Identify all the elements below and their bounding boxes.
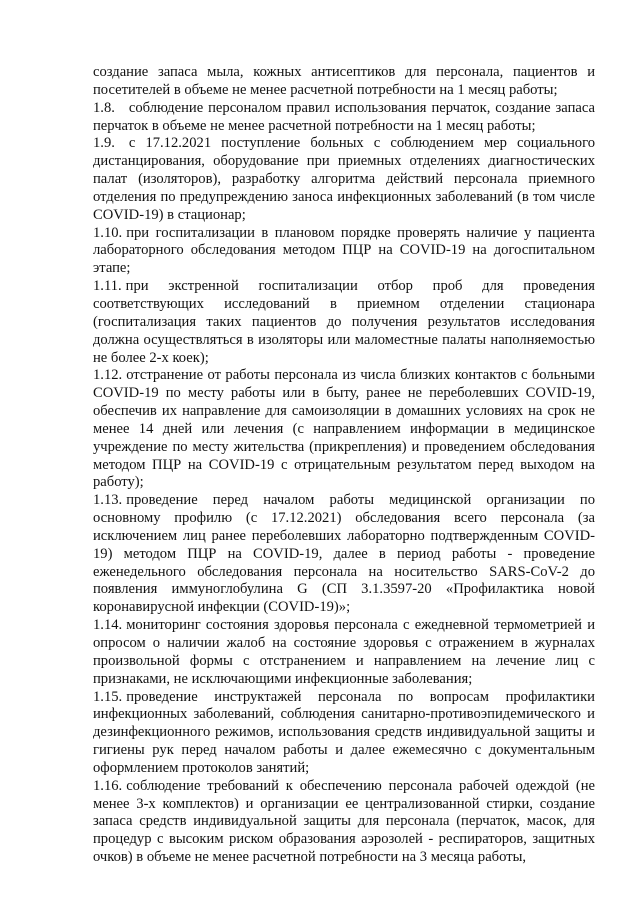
paragraph-text: соблюдение требований к обеспечению персонала рабочей одеждой (не менее 3-х комплектов) и организации ее централизованной стирки, создание запаса средств индивидуальной защиты для персонала (перчаток, масок, для процедур с высоким риском образования аэрозолей - респираторов, защитных очков) в объеме не менее расчетной потребности на 3 месяца работы, (93, 777, 595, 866)
paragraph-number: 1.12. (93, 367, 123, 384)
document-page (93, 64, 595, 867)
paragraph-1-10 (93, 225, 595, 279)
paragraph-number: 1.9. (93, 135, 115, 152)
paragraph-continuation (93, 64, 595, 100)
paragraph-1-13 (93, 492, 595, 617)
paragraph-number: 1.11. (93, 278, 122, 295)
paragraph-1-8 (93, 100, 595, 136)
paragraph-text: при экстренной госпитализации отбор проб для проведения соответствующих исследований в приемном отделении стационара (госпитализация таких пациентов до получения результатов исследования должна осуществляться в изоляторы или маломестные палаты наполняемостью не более 2-х коек); (93, 278, 595, 366)
paragraph-1-15 (93, 689, 595, 778)
paragraph-text: создание запаса мыла, кожных антисептиков для персонала, пациентов и посетителей в объеме не менее расчетной потребности на 1 месяц работы; (93, 64, 595, 98)
paragraph-number: 1.16. (93, 777, 123, 794)
paragraph-1-9 (93, 135, 595, 224)
paragraph-text: проведение перед началом работы медицинской организации по основному профилю (с 17.12.2021) обследования всего персонала (за исключением лиц ранее переболевших лабораторно подтвержденным COVID-19) методом ПЦР на COVID-19, далее в период работы - проведение еженедельного обследования персонала на носительство SARS-CoV-2 до появления иммуноглобулина G (СП 3.1.3597-20 «Профилактика новой коронавирусной инфекции (COVID-19)»; (93, 492, 595, 616)
paragraph-1-12 (93, 367, 595, 492)
paragraph-text: проведение инструктажей персонала по вопросам профилактики инфекционных заболеваний, соблюдения санитарно-противоэпидемического и дезинфекционного режимов, использования средств индивидуальной защиты и гигиены рук перед началом работы и далее ежемесячно с документальным оформлением протоколов занятий; (93, 688, 595, 776)
paragraph-number: 1.8. (93, 99, 115, 116)
paragraph-number: 1.10. (93, 224, 123, 241)
paragraph-number: 1.13. (93, 492, 123, 509)
paragraph-text: отстранение от работы персонала из числа близких контактов с больными COVID-19 по месту работы или в быту, ранее не переболевших COVID-19, обеспечив их направление для самоизоляции в домашних условиях на срок не менее 14 дней или лечения (с направлением информации в медицинское учреждение по месту жительства (прикрепления) и проведением обследования методом ПЦР на COVID-19 с отрицательным результатом перед выходом на работу); (93, 367, 595, 491)
paragraph-1-11 (93, 278, 595, 367)
paragraph-1-16 (93, 778, 595, 867)
paragraph-1-14 (93, 617, 595, 688)
paragraph-number: 1.14. (93, 617, 123, 634)
paragraph-text: при госпитализации в плановом порядке проверять наличие у пациента лабораторного обследования методом ПЦР на COVID-19 на догоспитальном этапе; (93, 224, 595, 277)
paragraph-text: соблюдение персоналом правил использования перчаток, создание запаса перчаток в объеме не менее расчетной потребности на 1 месяц работы; (93, 99, 595, 134)
paragraph-text: с 17.12.2021 поступление больных с соблюдением мер социального дистанцирования, оборудование при приемных отделениях диагностических палат (изоляторов), разработку алгоритма действий персонала приемного отделения по предупреждению заноса инфекционных заболеваний (в том числе COVID-19) в стационар; (93, 135, 595, 223)
paragraph-number: 1.15. (93, 688, 123, 705)
paragraph-text: мониторинг состояния здоровья персонала с ежедневной термометрией и опросом о наличии жалоб на состояние здоровья с отражением в журналах произвольной формы с отстранением и направлением на лечение лиц с признаками, не исключающими инфекционные заболевания; (93, 617, 595, 687)
